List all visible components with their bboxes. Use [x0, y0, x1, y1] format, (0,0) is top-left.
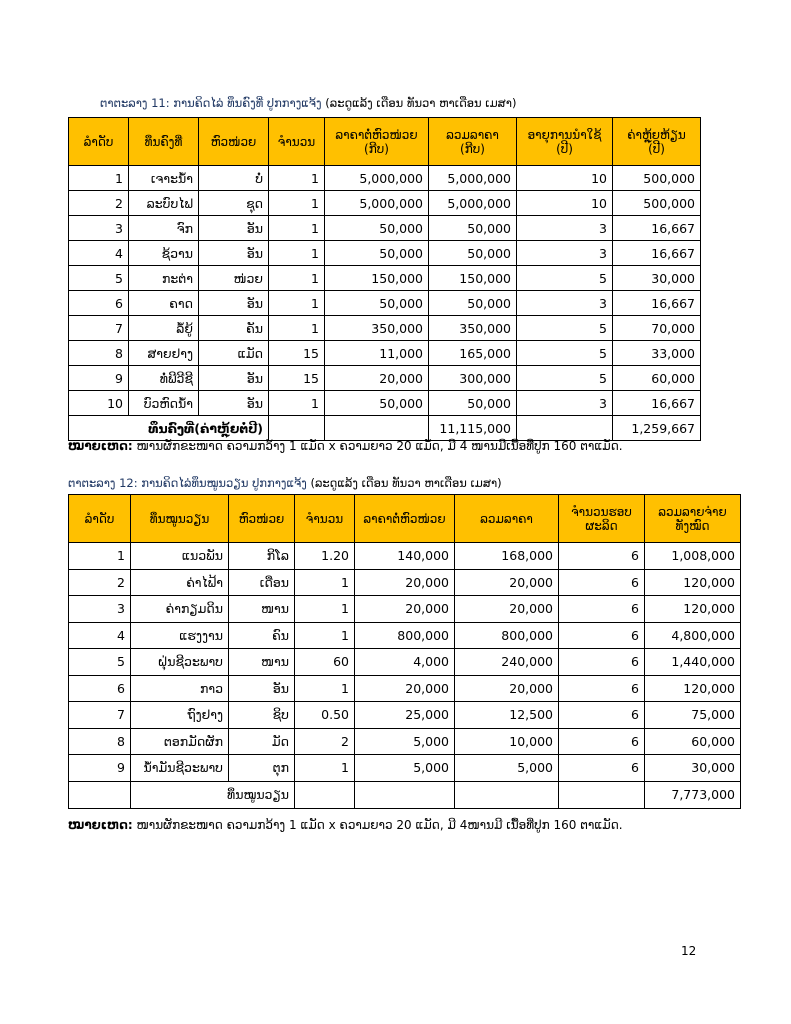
table-row [69, 755, 741, 782]
table-cell: 6 [559, 702, 645, 729]
table-cell: 3 [517, 216, 613, 241]
table-cell: 800,000 [355, 622, 455, 649]
total-value: 7,773,000 [645, 781, 741, 808]
table-row [69, 675, 741, 702]
table-cell: ກິໂລ [229, 543, 295, 570]
total-label: ທຶນໝູນວຽນ [131, 781, 295, 808]
table-cell: 1 [295, 596, 355, 623]
table2-header-cell [355, 495, 455, 543]
table2-header-line1: ທຶນໝູນວຽນ [149, 511, 210, 526]
table-cell: ໜານ [229, 596, 295, 623]
table2-header-line1: ຈຳນວນ [305, 511, 344, 526]
table-cell: 5 [517, 341, 613, 366]
table-cell: 8 [69, 341, 129, 366]
table1-header-cell [517, 118, 613, 166]
table-row [69, 191, 701, 216]
table-cell: 50,000 [429, 216, 517, 241]
table-cell: 3 [69, 596, 131, 623]
table2-header-cell [295, 495, 355, 543]
table-row [69, 266, 701, 291]
table-row [69, 702, 741, 729]
table-cell: 165,000 [429, 341, 517, 366]
table1-header-line1: ອາຍຸການນຳໃຊ້ [527, 127, 602, 142]
table-cell: ອັນ [199, 366, 269, 391]
table-row [69, 366, 701, 391]
table-cell: 4 [69, 241, 129, 266]
table2-header-line1: ຈຳນວນຮອບ [571, 504, 632, 519]
table2-caption-main: ຕາຕະລາງ 12: ການຄິດໄລ່ທຶນໝູນວຽນ ປູກກາງແຈ້ງ [68, 476, 307, 490]
table-cell: ອັນ [229, 675, 295, 702]
table-cell: 240,000 [455, 649, 559, 676]
table-cell: 10,000 [455, 728, 559, 755]
table-cell: ໜານ [229, 649, 295, 676]
table-cell: ທໍ່ພີວີຊີ [129, 366, 199, 391]
table-cell: ແນວພັນ [131, 543, 229, 570]
table-cell: 25,000 [355, 702, 455, 729]
total-row [69, 781, 741, 808]
table-cell: 2 [69, 569, 131, 596]
table-cell: ຕຸກ [229, 755, 295, 782]
table-cell: ຄາດ [129, 291, 199, 316]
table2-caption-period: (ລະດູແລ້ງ ເດືອນ ທັນວາ ຫາເດືອນ ເມສາ) [310, 476, 502, 490]
table2-header-line2: ທັງໝົດ [675, 518, 710, 533]
table-cell: 300,000 [429, 366, 517, 391]
table-cell: ລໍ້ຍູ້ [129, 316, 199, 341]
table-cell: 9 [69, 755, 131, 782]
table-cell: 50,000 [429, 241, 517, 266]
table-cell: ຊຸດ [199, 191, 269, 216]
total-row [69, 416, 701, 441]
table-cell: 6 [559, 543, 645, 570]
table-cell: 5 [517, 316, 613, 341]
table2-header-line2: ຜະລິດ [585, 518, 618, 533]
table-cell: 6 [559, 569, 645, 596]
table-cell: 6 [559, 728, 645, 755]
table-cell: 140,000 [355, 543, 455, 570]
table-cell: ເດືອນ [229, 569, 295, 596]
table-cell: 20,000 [355, 675, 455, 702]
table-cell: 1 [295, 675, 355, 702]
empty-cell [295, 781, 355, 808]
table-cell: 50,000 [325, 291, 429, 316]
table2-header-line1: ລວມລາຄາ [480, 511, 533, 526]
table-cell: 20,000 [355, 569, 455, 596]
table-cell: ຕອກມັດຜັກ [131, 728, 229, 755]
table-cell: 1 [295, 755, 355, 782]
table-cell: 350,000 [429, 316, 517, 341]
table-cell: 20,000 [455, 675, 559, 702]
table-cell: 1,440,000 [645, 649, 741, 676]
table-cell: 2 [69, 191, 129, 216]
table-cell: 16,667 [613, 291, 701, 316]
table1-header-line2: (ກີບ) [460, 141, 485, 156]
table2-header-row [69, 495, 741, 543]
table-cell: ບົວຫົດນ້ຳ [129, 391, 199, 416]
note-2-text: ໜານຜັກຂະໜາດ ຄວາມກວ້າງ 1 ແມັດ x ຄວາມຍາວ 20 ແມັດ, ມີ 4ໜານມີ ເນື້ອທີ່ປູກ 160 ຕາແມັດ. [132, 818, 623, 832]
table-cell: 75,000 [645, 702, 741, 729]
table-cell: 16,667 [613, 216, 701, 241]
table1-header-cell [269, 118, 325, 166]
table-cell: 10 [517, 191, 613, 216]
table-row [69, 291, 701, 316]
table-cell: 6 [69, 291, 129, 316]
table1-header-cell [613, 118, 701, 166]
table-cell: 1,008,000 [645, 543, 741, 570]
table-cell: 500,000 [613, 191, 701, 216]
table-cell: 70,000 [613, 316, 701, 341]
table-cell: ຊິບ [229, 702, 295, 729]
empty-cell [355, 781, 455, 808]
working-capital-table [68, 494, 741, 809]
table-cell: ແຮງງານ [131, 622, 229, 649]
note-1-text: ໜານຜັກຂະໜາດ ຄວາມກວ້າງ 1 ແມັດ x ຄວາມຍາວ 20 ແມັດ, ມີ 4 ໜານມີເນື້ອທີ່ປູກ 160 ຕາແມັດ. [132, 439, 623, 453]
table-cell: 120,000 [645, 675, 741, 702]
table-cell: ຄ່າກຽມດິນ [131, 596, 229, 623]
table-cell: ອັນ [199, 216, 269, 241]
table-cell: ຄັນ [199, 316, 269, 341]
table-cell: 120,000 [645, 596, 741, 623]
table-cell: 1 [269, 241, 325, 266]
table-row [69, 391, 701, 416]
table-cell: 12,500 [455, 702, 559, 729]
table-cell: 5 [517, 266, 613, 291]
table-cell: 9 [69, 366, 129, 391]
table-cell: 168,000 [455, 543, 559, 570]
table-cell: 20,000 [325, 366, 429, 391]
table-cell: 30,000 [613, 266, 701, 291]
table-cell: 20,000 [355, 596, 455, 623]
table1-header-line1: ຈຳນວນ [277, 134, 316, 149]
table2-header-cell [645, 495, 741, 543]
table-cell: 1 [269, 166, 325, 191]
table1-header-cell [69, 118, 129, 166]
table-cell: 6 [559, 755, 645, 782]
table-cell: 2 [295, 728, 355, 755]
total-depreciation: 1,259,667 [613, 416, 701, 441]
table1-header-line1: ທຶນຄົງທີ່ [144, 134, 183, 149]
table-cell: ສາຍຢາງ [129, 341, 199, 366]
table-cell: 5 [69, 649, 131, 676]
table1-header-line2: (ກີບ) [364, 141, 389, 156]
table-cell: ກະຕ່າ [129, 266, 199, 291]
table2-header-line1: ລວມລາຍຈ່າຍ [658, 504, 727, 519]
table-cell: 7 [69, 702, 131, 729]
table1-header-line1: ລຳດັບ [83, 134, 114, 149]
table2-header-cell [559, 495, 645, 543]
table-cell: 60,000 [645, 728, 741, 755]
table-cell: 50,000 [325, 241, 429, 266]
table-cell: 1 [295, 569, 355, 596]
table-cell: 4 [69, 622, 131, 649]
table-row [69, 728, 741, 755]
table2-header-line1: ລຳດັບ [84, 511, 115, 526]
table1-header-line1: ລາຄາຕໍ່ຫົວໜ່ວຍ [335, 127, 418, 142]
table-cell: 120,000 [645, 569, 741, 596]
table-cell: 0.50 [295, 702, 355, 729]
table-cell: 16,667 [613, 241, 701, 266]
table-cell: 3 [517, 391, 613, 416]
empty-cell [69, 781, 131, 808]
table-cell: 5,000 [355, 728, 455, 755]
table-cell: 1 [269, 316, 325, 341]
table-cell: 8 [69, 728, 131, 755]
table-row [69, 241, 701, 266]
table-cell: 10 [69, 391, 129, 416]
table-cell: 5 [517, 366, 613, 391]
note-2 [68, 818, 623, 832]
table2-body [69, 543, 741, 809]
table2-header-cell [69, 495, 131, 543]
table-cell: ອັນ [199, 291, 269, 316]
table-cell: ໜ່ວຍ [199, 266, 269, 291]
table-cell: ຄົນ [229, 622, 295, 649]
table-row [69, 622, 741, 649]
table1-header-cell [129, 118, 199, 166]
table-cell: 50,000 [429, 391, 517, 416]
table-cell: 5,000 [455, 755, 559, 782]
table-cell: 15 [269, 341, 325, 366]
note-2-label: ໝາຍເຫດ: [68, 818, 133, 832]
table-cell: ມັດ [229, 728, 295, 755]
page-number: 12 [681, 944, 697, 958]
table-cell: 1 [295, 622, 355, 649]
empty-cell [517, 416, 613, 441]
table-cell: 30,000 [645, 755, 741, 782]
table-cell: 11,000 [325, 341, 429, 366]
table-cell: 7 [69, 316, 129, 341]
table-row [69, 341, 701, 366]
table-cell: 4,000 [355, 649, 455, 676]
empty-cell [269, 416, 325, 441]
empty-cell [455, 781, 559, 808]
table-cell: 50,000 [429, 291, 517, 316]
table1-caption [100, 96, 516, 110]
table-cell: 1 [69, 543, 131, 570]
table1-header-line2: (ປີ) [648, 141, 665, 156]
table-cell: 20,000 [455, 596, 559, 623]
table-cell: ກາວ [131, 675, 229, 702]
table-cell: ຈົກ [129, 216, 199, 241]
table1-header-line1: ລວມລາຄາ [446, 127, 499, 142]
table-cell: 50,000 [325, 216, 429, 241]
note-1 [68, 439, 623, 453]
table1-header-cell [199, 118, 269, 166]
table-row [69, 596, 741, 623]
table-cell: 50,000 [325, 391, 429, 416]
note-1-label: ໝາຍເຫດ: [68, 439, 133, 453]
table-cell: 3 [69, 216, 129, 241]
table-cell: 3 [517, 241, 613, 266]
table-row [69, 649, 741, 676]
table-cell: 5,000,000 [325, 191, 429, 216]
table-row [69, 316, 701, 341]
table-cell: 15 [269, 366, 325, 391]
table-cell: 800,000 [455, 622, 559, 649]
table-cell: ຖົງຢາງ [131, 702, 229, 729]
total-label: ທຶນຄົງທີ່(ຄ່າຫຼຸ້ຍຕໍ່ປີ) [69, 416, 269, 441]
table2-caption [68, 476, 502, 490]
table-cell: 5,000,000 [429, 166, 517, 191]
table-cell: 5,000,000 [429, 191, 517, 216]
table2-header-cell [229, 495, 295, 543]
table-cell: 4,800,000 [645, 622, 741, 649]
table-cell: ລະບົບໄຟ [129, 191, 199, 216]
table-cell: 10 [517, 166, 613, 191]
table-row [69, 543, 741, 570]
table-cell: 1 [269, 266, 325, 291]
table-row [69, 216, 701, 241]
table-cell: 1 [269, 391, 325, 416]
table1-header-cell [429, 118, 517, 166]
empty-cell [559, 781, 645, 808]
table-cell: 5,000 [355, 755, 455, 782]
table-cell: 6 [559, 622, 645, 649]
table-cell: ອັນ [199, 241, 269, 266]
table-cell: ອັນ [199, 391, 269, 416]
table1-caption-period: (ລະດູແລ້ງ ເດືອນ ທັນວາ ຫາເດືອນ ເມສາ) [325, 96, 517, 110]
table-cell: 150,000 [325, 266, 429, 291]
table-cell: 500,000 [613, 166, 701, 191]
table1-header-cell [325, 118, 429, 166]
table-row [69, 166, 701, 191]
table1-header-line2: (ປີ) [556, 141, 573, 156]
table1-caption-main: ຕາຕະລາງ 11: ການຄິດໄລ່ ທຶນຄົງທີ່ ປູກກາງແຈ້ງ [100, 96, 322, 110]
table-cell: ເຈາະນ້ຳ [129, 166, 199, 191]
table1-body [69, 166, 701, 441]
table-cell: 20,000 [455, 569, 559, 596]
table-cell: 3 [517, 291, 613, 316]
table-cell: ແມັດ [199, 341, 269, 366]
table-cell: 16,667 [613, 391, 701, 416]
table-cell: 6 [559, 649, 645, 676]
table1-header-line1: ຄ່າຫຼຸ້ຍຫ້ຽນ [627, 127, 686, 142]
table-cell: 5,000,000 [325, 166, 429, 191]
table-cell: ຄ່າໄຟ້າ [131, 569, 229, 596]
table2-header-cell [455, 495, 559, 543]
table-cell: 1 [269, 191, 325, 216]
table1-header-row [69, 118, 701, 166]
table-cell: 1.20 [295, 543, 355, 570]
table1-header-line1: ຫົວໜ່ວຍ [210, 134, 257, 149]
total-value: 11,115,000 [429, 416, 517, 441]
table-cell: 6 [559, 596, 645, 623]
table-cell: 6 [559, 675, 645, 702]
table-cell: 60,000 [613, 366, 701, 391]
table2-header-cell [131, 495, 229, 543]
table-cell: 33,000 [613, 341, 701, 366]
table-cell: 1 [269, 216, 325, 241]
table-cell: 150,000 [429, 266, 517, 291]
table-cell: ນ້ຳມັນຊີວະພາບ [131, 755, 229, 782]
table-cell: 1 [69, 166, 129, 191]
table2-header-line1: ລາຄາຕໍ່ຫົວໜ່ວຍ [363, 511, 446, 526]
empty-cell [325, 416, 429, 441]
table-cell: 6 [69, 675, 131, 702]
table-cell: ບໍ່ [199, 166, 269, 191]
table-cell: ຊ້ວານ [129, 241, 199, 266]
table-cell: 5 [69, 266, 129, 291]
table-row [69, 569, 741, 596]
table-cell: 1 [269, 291, 325, 316]
table-cell: 350,000 [325, 316, 429, 341]
fixed-cost-table [68, 117, 701, 441]
table2-header-line1: ຫົວໜ່ວຍ [238, 511, 285, 526]
table-cell: ຝຸ່ນຊີວະພາບ [131, 649, 229, 676]
table-cell: 60 [295, 649, 355, 676]
